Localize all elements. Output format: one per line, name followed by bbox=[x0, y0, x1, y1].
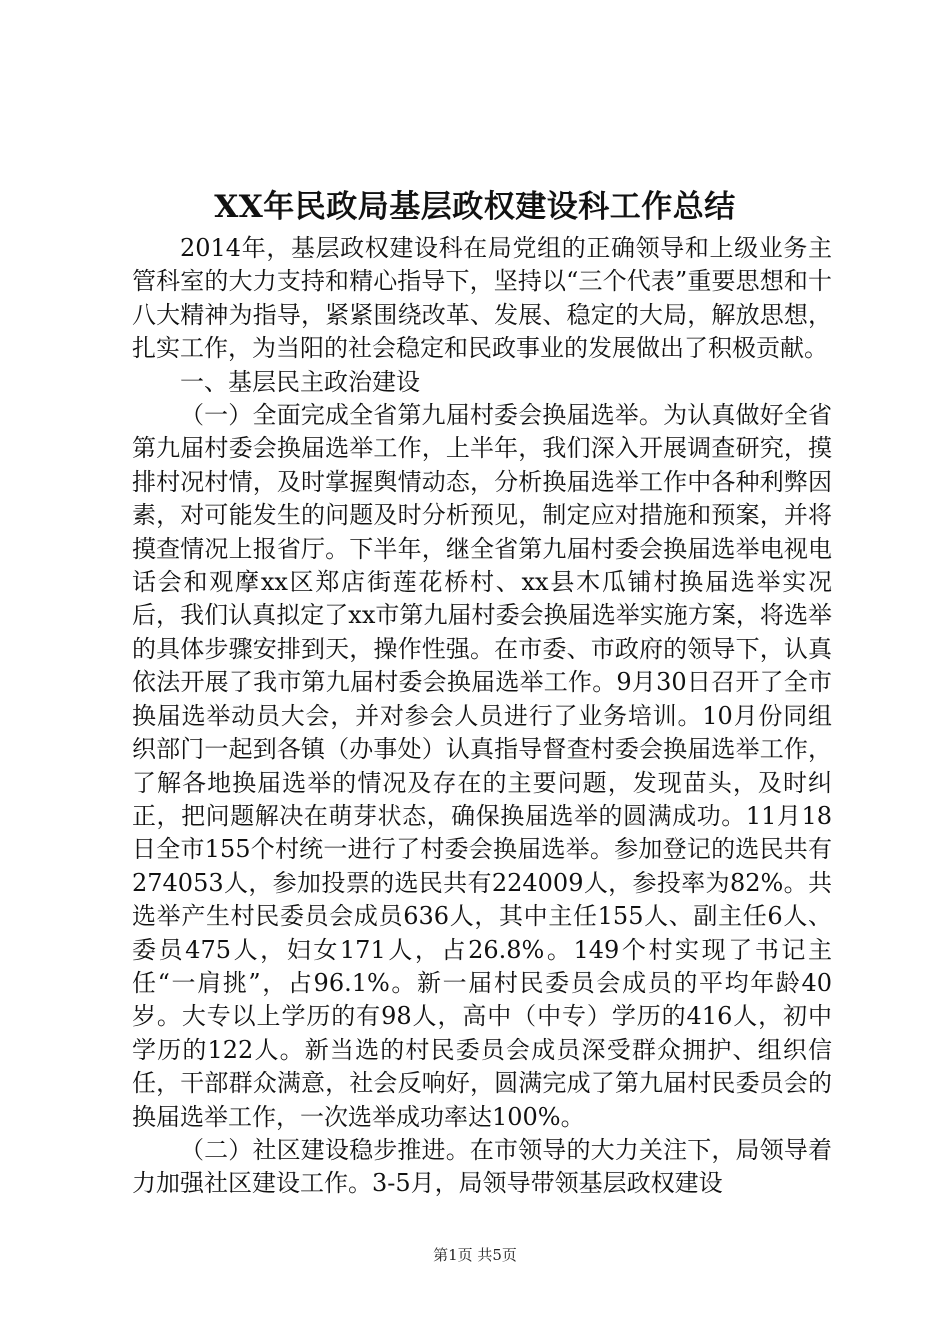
intro-paragraph: 2014年，基层政权建设科在局党组的正确领导和上级业务主管科室的大力支持和精心指导下，坚持以“三个代表”重要思想和十八大精神为指导，紧紧围绕改革、发展、稳定的大局，解放思想，扎实工作，为当阳的社会稳定和民政事业的发展做出了积极贡献。 bbox=[132, 234, 832, 363]
community-paragraph: （二）社区建设稳步推进。在市领导的大力关注下，局领导着力加强社区建设工作。3-5月，局领导带领基层政权建设 bbox=[132, 1135, 832, 1198]
section-heading: 一、基层民主政治建设 bbox=[180, 367, 420, 396]
page-number: 第1页 共5页 bbox=[433, 1246, 517, 1264]
election-paragraph: （一）全面完成全省第九届村委会换届选举。为认真做好全省第九届村委会换届选举工作，上半年，我们深入开展调查研究，摸排村况村情，及时掌握舆情动态，分析换届选举工作中各种利弊因素，对可能发生的问题及时分析预见，制定应对措施和预案，并将摸查情况上报省厅。下半年，继全省第九届村委会换届选举电视电话会和观摩xx区郑店街莲花桥村、xx县木瓜铺村换届选举实况后，我们认真拟定了xx市第九届村委会换届选举实施方案，将选举的具体步骤安排到天，操作性强。在市委、市政府的领导下，认真依法开展了我市第九届村委会换届选举工作。9月30日召开了全市换届选举动员大会，并对参会人员进行了业务培训。10月份同组织部门一起到各镇（办事处）认真指导督查村委会换届选举工作，了解各地换届选举的情况及存在的主要问题，发现苗头，及时纠正，把问题解决在萌芽状态，确保换届选举的圆满成功。11月18日全市155个村统一进行了村委会换届选举。参加登记的选民共有274053人，参加投票的选民共有224009人，参投率为82%。共选举产生村民委员会成员636人，其中主任155人、副主任6人、委员475人，妇女171人，占26.8%。149个村实现了书记主任“一肩挑”，占96.1%。新一届村民委员会成员的平均年龄40岁。大专以上学历的有98人，高中（中专）学历的416人，初中学历的122人。新当选的村民委员会成员深受群众拥护、组织信任，干部群众满意，社会反响好，圆满完成了第九届村民委员会的换届选举工作，一次选举成功率达100%。 bbox=[132, 401, 832, 1131]
document-title: XX年民政局基层政权建设科工作总结 bbox=[214, 189, 736, 225]
document-body bbox=[132, 232, 832, 1201]
